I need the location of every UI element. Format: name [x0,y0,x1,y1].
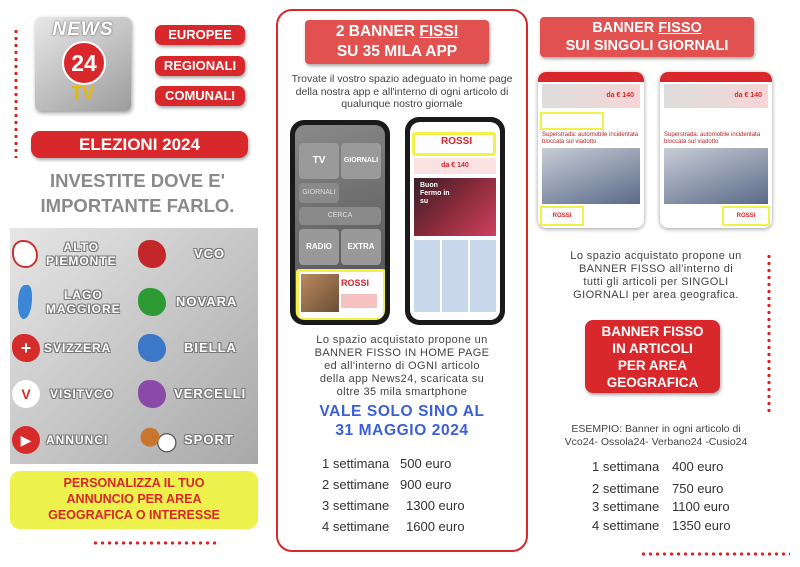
region-label-biella: BIELLA [184,340,237,355]
right-box-line-1: BANNER FISSO [601,324,704,339]
right-banner-box [585,320,720,393]
vercelli-map-icon [138,380,166,408]
middle-title-pre: 2 BANNER [335,23,420,40]
personalize-line-3: GEOGRAFICA O INTERESSE [48,508,220,522]
middle-amount-2: 900 euro [400,477,452,492]
piemonte-map-icon [12,240,38,268]
personalize-box [10,471,258,529]
novara-map-icon [138,288,166,316]
vco-map-icon [138,240,166,268]
invest-heading-2: IMPORTANTE FARLO. [40,195,235,216]
middle-period-3: 3 settimane [322,498,390,513]
region-label-visitvco: VISITVCO [50,387,115,401]
thumb1-highlight-top [540,112,604,130]
category-sport[interactable] [138,418,256,462]
thumb2-header [660,72,772,82]
thumb1-highlight-bottom [540,206,584,226]
tag-regionali: REGIONALI [155,56,245,76]
personalize-line-1: PERSONALIZZA IL TUO [63,476,205,490]
thumb2-ad [664,84,768,108]
right-desc-3: tutti gli articoli per SINGOLI [583,276,729,288]
right-title-line2: SUI SINGOLI GIORNALI [565,38,729,54]
right-title-pre: BANNER [592,20,659,36]
personalize-line-2: ANNUNCIO PER AREA [66,492,202,506]
right-amount-2: 750 euro [672,481,724,496]
thumb1-ad [542,84,640,108]
thumb1-headline: Superstrada: automobile incidentata bloccata sul viadotto [542,132,639,145]
thumb1-price: da € 140 [606,92,634,99]
region-vco[interactable] [138,232,256,276]
region-label-alto: ALTO [63,240,100,254]
region-label-vercelli: VERCELLI [174,386,247,401]
middle-amount-1: 500 euro [400,456,452,471]
phone2-event-photo [414,178,496,236]
middle-desc-3: ed all'interno di OGNI articolo [324,360,480,372]
right-period-1: 1 settimana [592,459,660,474]
middle-period-4: 4 settimane [322,519,390,534]
app-tile-giornali: GIORNALI [341,143,381,179]
region-label-lago: LAGO [64,288,103,302]
middle-period-1: 1 settimana [322,456,390,471]
right-period-3: 3 settimane [592,499,660,514]
regions-grid [10,228,258,464]
logo-24-circle: 24 [62,41,106,85]
region-label-novara: NOVARA [176,294,238,309]
middle-title-line2: SU 35 MILA APP [336,43,458,60]
logo-news-text: NEWS [52,19,114,40]
middle-desc-4: della app News24, scaricata su [319,373,485,385]
right-desc-1: Lo spazio acquistato propone un [570,250,742,262]
phone-app-home [290,120,390,325]
right-title-box [540,17,754,57]
sport-balls-icon [138,426,178,454]
region-label-maggiore: MAGGIORE [46,302,121,316]
right-box-line-2: IN ARTICOLI [612,341,693,356]
phone2-banner-highlight [412,132,496,156]
right-box-line-4: GEOGRAFICA [606,375,699,390]
middle-desc-2: BANNER FISSO IN HOME PAGE [314,347,490,359]
elections-title: ELEZIONI 2024 [31,131,248,158]
invest-heading-1: INVESTITE DOVE E' [49,170,226,191]
right-desc-4: GIORNALI per area geografica. [573,289,739,301]
thumb2-photo [664,148,768,204]
region-label-vco: VCO [194,246,226,261]
thumb1-brand: ROSSI [552,213,572,219]
region-label-piemonte: PIEMONTE [46,254,117,268]
right-period-4: 4 settimane [592,518,660,533]
right-box-line-3: PER AREA [617,358,688,373]
category-label-annunci: ANNUNCI [46,433,109,447]
phone2-event-tag: Buon Fermo in su [420,182,450,205]
phone2-banner-brand: ROSSI [441,136,473,147]
phone-news-article [405,117,505,325]
dots-bottom-right [640,552,790,556]
thumb1-header [538,72,644,82]
tag-comunali: COMUNALI [155,86,245,106]
middle-intro-3: qualunque nostro giornale [341,98,463,110]
phone2-price-strip [414,158,496,174]
region-biella[interactable] [138,326,256,370]
middle-desc [280,334,524,399]
region-label-svizzera: SVIZZERA [44,341,112,355]
right-desc-2: BANNER FISSO all'interno di [578,263,734,275]
region-alto-piemonte[interactable] [12,232,132,276]
middle-period-2: 2 settimane [322,477,390,492]
thumb1-photo [542,148,640,204]
newspaper-thumb-2 [660,72,772,228]
newspaper-thumb-1 [538,72,644,228]
dots-left-vertical [14,28,18,158]
app-tile-cerca: CERCA [299,207,381,225]
megaphone-icon: ▶ [12,426,40,454]
tag-europee: EUROPEE [155,25,245,45]
middle-desc-1: Lo spazio acquistato propone un [316,334,488,346]
right-desc [540,250,772,302]
app-tile-radio: RADIO [299,229,339,265]
region-svizzera[interactable] [12,326,132,370]
right-amount-1: 400 euro [672,459,724,474]
thumb2-highlight-bottom [722,206,770,226]
biella-map-icon [138,334,166,362]
right-amount-4: 1350 euro [672,518,731,533]
category-label-sport: SPORT [184,432,234,447]
middle-amount-4: 1600 euro [406,519,465,534]
app-tile-extra: EXTRA [341,229,381,265]
phone1-banner-photo [301,274,339,312]
region-visitvco[interactable] [12,372,132,416]
swiss-flag-icon: + [12,334,40,362]
middle-intro-2: della nostra app e all'interno di ogni articolo di [295,85,509,98]
phone1-banner-brand: ROSSI [341,278,370,288]
right-example-1: ESEMPIO: Banner in ogni articolo di [571,423,741,435]
thumb2-price: da € 140 [734,92,762,99]
phone-app-home-screen [295,125,385,320]
right-amount-3: 1100 euro [672,499,730,514]
middle-intro [280,73,524,111]
dots-bottom-left [92,541,220,545]
middle-desc-5: oltre 35 mila smartphone [336,386,468,398]
region-lago-maggiore[interactable] [12,280,132,324]
news24-tv-logo [35,17,131,111]
deadline-line-2: 31 MAGGIO 2024 [335,422,469,439]
visitvco-logo-icon: V [12,380,40,408]
app-tile-tv: TV [299,143,339,179]
phone-news-screen [410,122,500,320]
region-novara[interactable] [138,280,256,324]
lake-map-icon [18,285,32,319]
phone2-news-grid [414,240,496,312]
category-annunci[interactable] [12,418,132,462]
phone1-banner-highlight [296,269,385,320]
middle-title-box [305,20,489,64]
app-tile-giornali-2: GIORNALI [299,183,339,203]
right-example-2: Vco24- Ossola24- Verbano24 -Cusio24 [564,436,748,448]
middle-amount-3: 1300 euro [406,498,465,513]
region-vercelli[interactable] [138,372,256,416]
thumb2-brand: ROSSI [736,213,756,219]
middle-intro-1: Trovate il vostro spazio adeguato in home page [291,73,513,85]
right-title-fisso: FISSO [658,20,702,36]
thumb2-headline: Superstrada: automobile incidentata bloccata sul viadotto [664,132,761,145]
phone1-banner-strip [341,294,377,308]
right-period-2: 2 settimane [592,481,660,496]
phone2-price: da € 140 [441,162,469,169]
middle-title-fissi: FISSI [419,23,459,40]
deadline-line-1: VALE SOLO SINO AL [319,403,485,420]
logo-tv-text: TV [71,83,95,103]
